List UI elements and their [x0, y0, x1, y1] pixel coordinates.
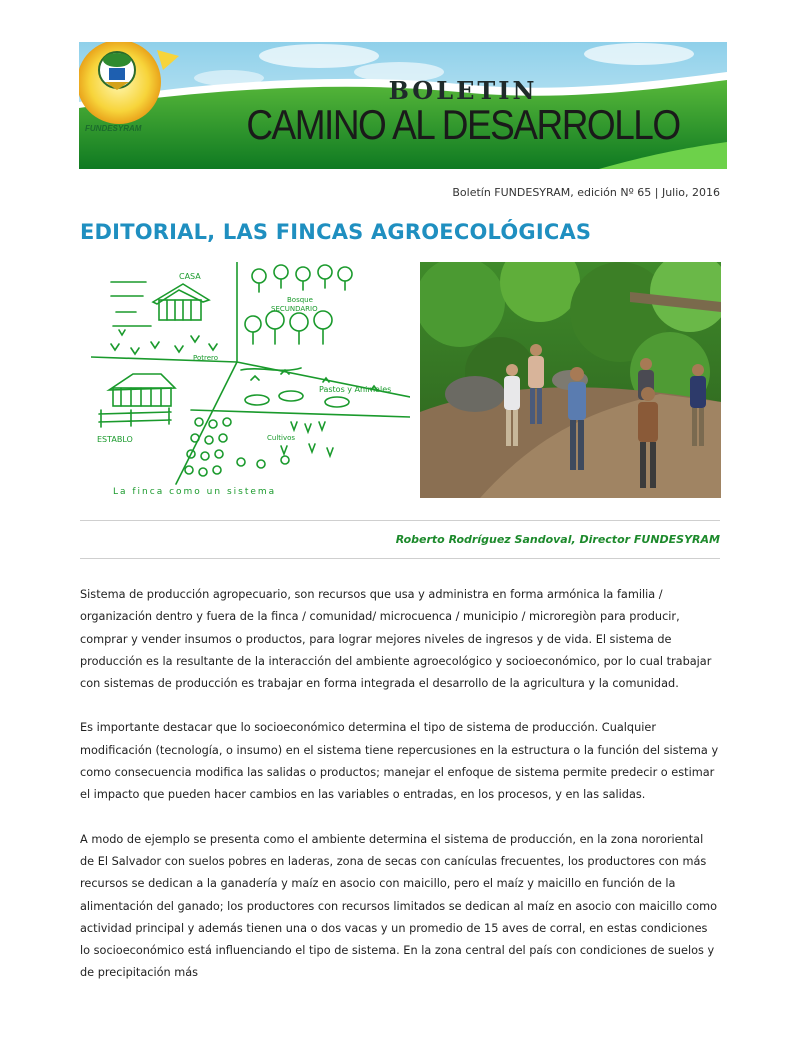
farm-system-sketch [91, 262, 410, 502]
article-title: EDITORIAL, LAS FINCAS AGROECOLÓGICAS [80, 220, 592, 244]
banner-title-top: BOLETIN [388, 76, 538, 105]
paragraph-3: A modo de ejemplo se presenta como el ambiente determina el sistema de producción, en la zona nororiental de El Salvador con suelos pobres en laderas, zona de secas con canículas frecuentes, los productores con más recursos se dedican a la ganadería y maíz en asocio con maicillo, pero el maíz y maicillo en función de la alimentación del ganado; los productores con recursos limitados se dedican al maíz en asocio con maicillo como actividad principal y además tienen una o dos vacas y un promedio de 15 aves de corral, en estas condiciones lo socioeconómico está influenciando el tipo de sistema. En la zona central del país con condiciones de suelos y de precipitación más [80, 832, 718, 980]
sketch-label-bosque: Bosque [287, 296, 313, 304]
sketch-label-secundario: SECUNDARIO [271, 305, 318, 313]
edition-line: Boletín FUNDESYRAM, edición Nº 65 | Julio, 2016 [452, 186, 720, 199]
header-banner [79, 42, 727, 169]
article-body [80, 584, 720, 1007]
sketch-label-casa: CASA [179, 272, 201, 281]
divider-top [80, 520, 720, 521]
author-line: Roberto Rodríguez Sandoval, Director FUNDESYRAM [395, 533, 720, 546]
farm-visit-photo [420, 262, 721, 498]
sketch-caption: La finca como un sistema [113, 487, 277, 497]
sketch-label-establo: ESTABLO [97, 435, 133, 444]
logo-text: FUNDESYRAM [85, 124, 142, 133]
paragraph-1: Sistema de producción agropecuario, son recursos que usa y administra en forma armónica la familia / organización dentro y fuera de la finca / comunidad/ microcuenca / municipio / microregiòn para producir, comprar y vender insumos o productos, para lograr mejores niveles de ingresos y de vida. El sistema de producción es la resultante de la interacción del ambiente agroecológico y socioeconómico, por lo cual trabajar con sistemas de producción es trabajar en forma integrada el desarrollo de la agricultura y la comunidad. [80, 588, 712, 691]
sketch-label-cultivos: Cultivos [267, 434, 296, 442]
sketch-label-potrero: Potrero [193, 354, 219, 362]
banner-title-main: CAMINO AL DESARROLLO [246, 102, 680, 148]
paragraph-2: Es importante destacar que lo socioeconómico determina el tipo de sistema de producción. Cualquier modificación (tecnología, o insumo) en el sistema tiene repercusiones en la estructura o la función del sistema y como consecuencia modifica las salidas o productos; manejar el enfoque de sistema permite predecir o estimar el impacto que pueden hacer cambios en las variables o entradas, en los procesos, y en las salidas. [80, 721, 719, 802]
sketch-label-pastos: Pastos y Animales [319, 385, 392, 394]
divider-bottom [80, 558, 720, 559]
